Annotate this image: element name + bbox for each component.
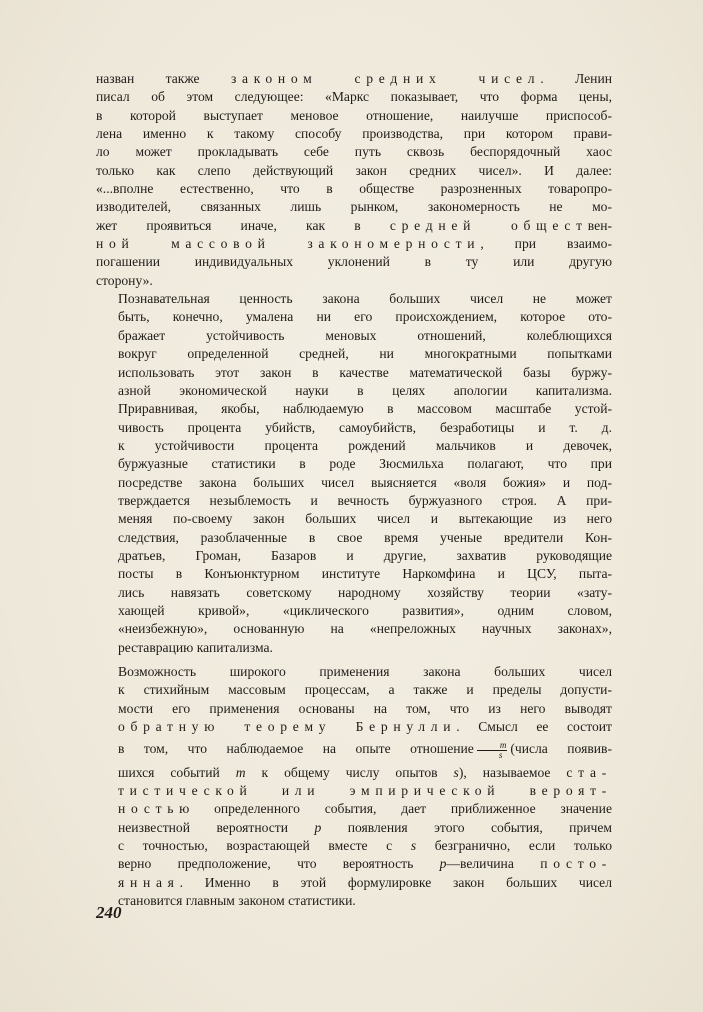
text-line: ностью определенного события, дает приближенное значение <box>118 801 612 817</box>
text-line: ло может прокладывать себе путь сквозь беспорядочный хаос <box>96 144 612 160</box>
text-line: посты в Конъюнктурном институте Наркомфина и ЦСУ, пыта- <box>118 566 612 582</box>
text-line: буржуазные статистики в роде Зюсмильха полагают, что при <box>118 456 612 472</box>
ratio-formula <box>477 741 508 760</box>
text-line: жет проявиться иначе, как в средней обществен- <box>96 217 612 233</box>
page-number: 240 <box>96 903 122 922</box>
text-line: в которой выступает меновое отношение, наилучше приспособ- <box>96 107 612 123</box>
text-line: реставрацию капитализма. <box>118 639 273 655</box>
text-line: ной массовой закономерности, при взаимо- <box>96 236 612 252</box>
body-text <box>96 70 612 911</box>
paragraph-3 <box>96 663 612 911</box>
text-line: только как слепо действующий закон средних чисел». И далее: <box>96 162 612 178</box>
text-line: с точностью, возрастающей вместе с s безгранично, если только <box>118 838 612 854</box>
text-line: изводителей, связанных лишь рынком, закономерность не мо- <box>96 199 612 215</box>
text-line: верно предположение, что вероятность p—величина посто- <box>118 856 613 872</box>
formula-denominator: s <box>498 749 503 760</box>
text-line: становится главным законом статистики. <box>118 893 356 909</box>
text-line: хающей кривой», «циклического развития», одним словом, <box>118 602 612 618</box>
text-line: чивость процента убийств, самоубийств, безработицы и т. д. <box>118 419 612 435</box>
text-line: писал об этом следующее: «Маркс показывает, что форма цены, <box>96 89 612 105</box>
formula-numerator: m <box>477 741 508 751</box>
text-line: посредстве закона больших чисел выясняется «воля божия» и под- <box>118 474 612 490</box>
text-line: мости его применения основаны на том, что из него выводят <box>118 700 612 716</box>
paragraph-1 <box>96 70 612 290</box>
text-line: «...вполне естественно, что в обществе разрозненных товаропро- <box>96 181 612 197</box>
text-line: назван также законом средних чисел. Ленин <box>96 71 612 86</box>
text-line: погашении индивидуальных уклонений в ту или другую <box>96 254 612 270</box>
text-line: азной экономической науки в целях апологии капитализма. <box>118 382 612 398</box>
paragraph-2 <box>96 290 612 657</box>
text-line: Приравнивая, якобы, наблюдаемую в массовом масштабе устой- <box>118 401 612 417</box>
text-line: шихся событий m к общему числу опытов s), называемое ста- <box>118 764 612 780</box>
text-line: тверждается незыблемость и вечность буржуазного строя. А при- <box>118 492 612 508</box>
text-line: дратьев, Громан, Базаров и другие, захватив руководящие <box>118 547 612 563</box>
text-line: следствия, разоблаченные в свое время ученые вредители Кон- <box>118 529 612 545</box>
text-line: янная. Именно в этой формулировке закон больших чисел <box>118 874 612 890</box>
text-line: тистической или эмпирической вероят- <box>118 783 612 799</box>
text-line: лена именно к такому способу производства, при котором прави- <box>96 126 612 142</box>
text-line: меняя по-своему закон больших чисел и вытекающие из него <box>118 511 612 527</box>
text-line: использовать этот закон в качестве математической базы буржу- <box>118 364 612 380</box>
text-line: к стихийным массовым процессам, а также и пределы допусти- <box>118 682 612 698</box>
text-line: вокруг определенной средней, ни многократными попытками <box>118 346 612 362</box>
text-line: Познавательная ценность закона больших чисел не может <box>118 291 612 307</box>
text-line: в том, что наблюдаемое на опыте отношение $\frac{m}{s}$ (числа появив- <box>118 739 612 760</box>
text-line: лись навязать советскому народному хозяйству теории «зату- <box>118 584 612 600</box>
text-line: Возможность широкого применения закона больших чисел <box>118 664 612 679</box>
text-line: к устойчивости процента рождений мальчиков и девочек, <box>118 437 612 453</box>
text-line: неизвестной вероятности p появления этого события, причем <box>118 819 613 835</box>
text-line: быть, конечно, умалена ни его происхождением, которое ото- <box>118 309 612 325</box>
text-line: «неизбежную», основанную на «непреложных научных законах», <box>118 621 612 637</box>
text-line: сторону». <box>96 272 153 288</box>
text-line: бражает устойчивость меновых отношений, колеблющихся <box>118 327 612 343</box>
text-line: обратную теорему Бернулли. Смысл ее состоит <box>118 719 612 735</box>
